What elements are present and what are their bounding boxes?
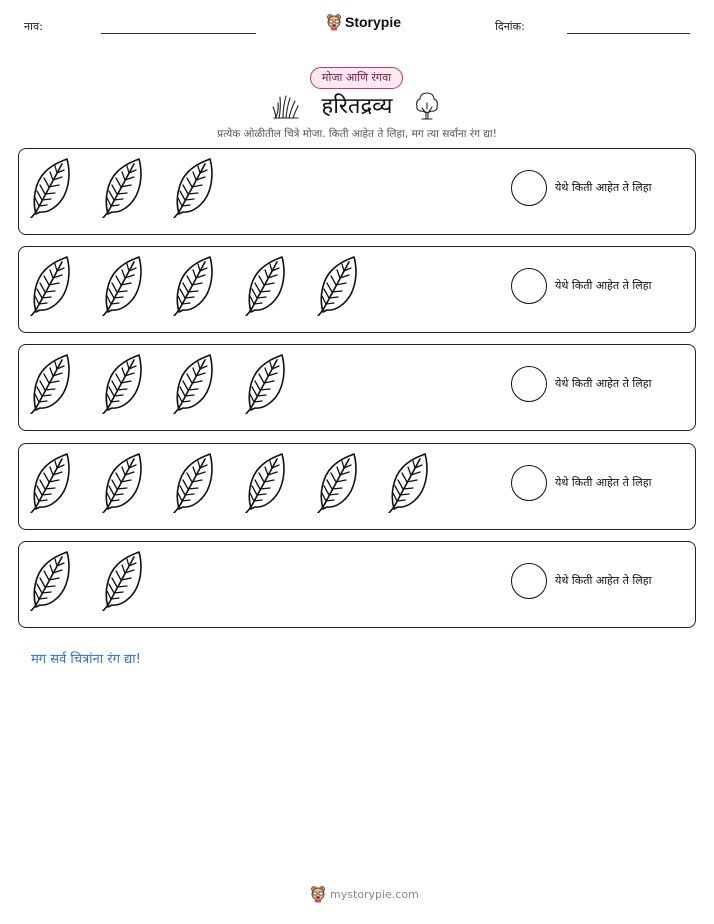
date-label: दिनांक: bbox=[495, 20, 525, 33]
answer-circle[interactable] bbox=[511, 366, 547, 402]
write-count-label: येथे किती आहेत ते लिहा bbox=[555, 377, 652, 390]
name-label: नाव: bbox=[24, 20, 43, 33]
instructions: प्रत्येक ओळीतील चित्रे मोजा. किती आहेत ते लिहा, मग त्या सर्वांना रंग द्या! bbox=[217, 128, 497, 140]
answer-circle[interactable] bbox=[511, 465, 547, 501]
leaf-icon bbox=[101, 453, 145, 513]
counting-row bbox=[18, 148, 696, 235]
answer-circle[interactable] bbox=[511, 268, 547, 304]
counting-row bbox=[18, 246, 696, 333]
leaf-icon bbox=[29, 453, 73, 513]
grass-icon bbox=[272, 93, 300, 121]
name-line[interactable] bbox=[101, 33, 256, 34]
leaf-icon bbox=[29, 551, 73, 611]
brand-name: Storypie bbox=[345, 14, 402, 30]
write-count-label: येथे किती आहेत ते लिहा bbox=[555, 574, 652, 587]
leaf-icon bbox=[101, 256, 145, 316]
activity-tag: मोजा आणि रंगवा bbox=[310, 67, 403, 89]
write-count-label: येथे किती आहेत ते लिहा bbox=[555, 279, 652, 292]
color-note: मग सर्व चित्रांना रंग द्या! bbox=[31, 652, 141, 667]
counting-row bbox=[18, 541, 696, 628]
leaf-icon bbox=[101, 354, 145, 414]
leaf-icon bbox=[316, 256, 360, 316]
leaf-icon bbox=[172, 354, 216, 414]
leaf-icon bbox=[244, 256, 288, 316]
storypie-logo-icon bbox=[310, 885, 326, 903]
write-count-label: येथे किती आहेत ते लिहा bbox=[555, 181, 652, 194]
counting-row bbox=[18, 344, 696, 431]
leaf-icon bbox=[244, 453, 288, 513]
leaf-icon bbox=[101, 551, 145, 611]
answer-circle[interactable] bbox=[511, 563, 547, 599]
leaf-icon bbox=[29, 354, 73, 414]
leaf-icon bbox=[172, 158, 216, 218]
brand bbox=[326, 13, 401, 31]
leaf-icon bbox=[387, 453, 431, 513]
footer-site[interactable]: mystorypie.com bbox=[330, 887, 419, 901]
worksheet-title: हरितद्रव्य bbox=[321, 94, 393, 119]
leaf-icon bbox=[316, 453, 360, 513]
leaf-icon bbox=[172, 256, 216, 316]
leaf-icon bbox=[101, 158, 145, 218]
leaf-icon bbox=[172, 453, 216, 513]
leaf-icon bbox=[29, 256, 73, 316]
date-line[interactable] bbox=[567, 33, 690, 34]
answer-circle[interactable] bbox=[511, 170, 547, 206]
footer bbox=[310, 885, 419, 903]
leaf-icon bbox=[29, 158, 73, 218]
write-count-label: येथे किती आहेत ते लिहा bbox=[555, 476, 652, 489]
counting-row bbox=[18, 443, 696, 530]
tree-icon bbox=[414, 91, 440, 121]
leaf-icon bbox=[244, 354, 288, 414]
storypie-logo-icon bbox=[326, 13, 342, 31]
